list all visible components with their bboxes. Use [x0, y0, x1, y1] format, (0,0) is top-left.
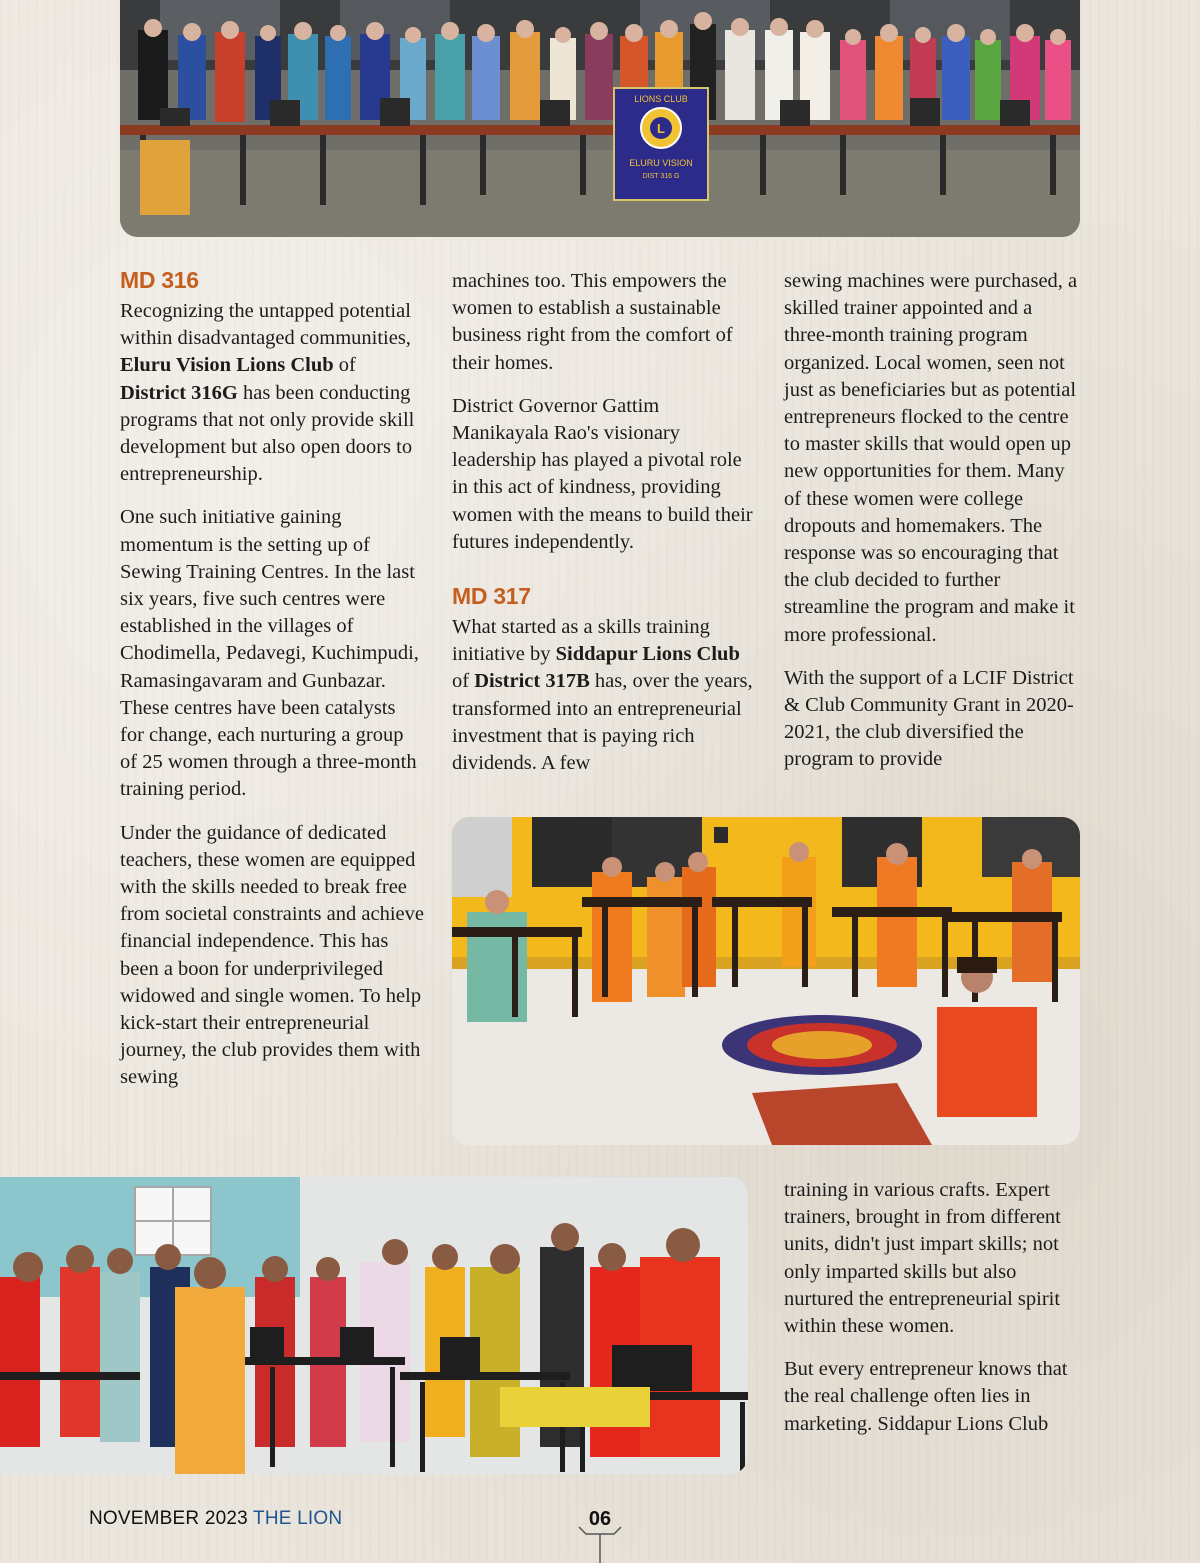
- banner-line-3: DIST 316 G: [642, 173, 680, 180]
- sewing-class-photo: [0, 1177, 748, 1474]
- col1-paragraph-3: Under the guidance of dedicated teachers, these women are equipped with the skills needed to break free from societal constraints and achieve financial independence. This has been a boon for underprivileged widowed and single women. To help kick-start their entrepreneurial journey, the club provides them with sewing: [120, 821, 424, 1089]
- footer-magazine-name: THE LION: [253, 1508, 343, 1529]
- column-2: [452, 268, 756, 793]
- col3-paragraph-3: training in various crafts. Expert trainers, brought in from different units, didn't just impart skills; not only imparted skills but also nurtured the entrepreneurial spirit within these women.: [784, 1179, 1061, 1338]
- col1-paragraph-1: Recognizing the untapped potential within disadvantaged communities, Eluru Vision Lions Club of District 316G has been conducting programs that not only provide skill development but also open doors to entrepreneurship.: [120, 300, 415, 486]
- col2-paragraph-2: District Governor Gattim Manikayala Rao's visionary leadership has played a pivotal role in this act of kindness, providing women with the means to build their futures independently.: [452, 394, 753, 553]
- col3-paragraph-4: But every entrepreneur knows that the real challenge often lies in marketing. Siddapur Lions Club: [784, 1358, 1068, 1435]
- training-hall-photo: [452, 817, 1080, 1145]
- footer-date: NOVEMBER 2023: [89, 1508, 248, 1529]
- col1-paragraph-2: One such initiative gaining momentum is the setting up of Sewing Training Centres. In the last six years, five such centres were established in the villages of Chodimella, Pedavegi, Kuchimpudi, Ramasingavaram and Gunbazar. These centres have been catalysts for change, each nurturing a group of 25 women through a three-month training period.: [120, 506, 419, 801]
- column-1: [120, 266, 424, 1108]
- page-number-bracket-icon: [578, 1526, 622, 1563]
- col2-paragraph-1: machines too. This empowers the women to establish a sustainable business right from the comfort of their homes.: [452, 270, 733, 374]
- col2-paragraph-3: What started as a skills training initiative by Siddapur Lions Club of District 317B has, over the years, transformed into an entrepreneurial investment that is paying rich dividends. A few: [452, 616, 753, 775]
- banner-line-2: ELURU VISION: [629, 158, 693, 168]
- banner-line-1: LIONS CLUB: [634, 94, 688, 104]
- group-photo-eluru: [120, 0, 1080, 237]
- heading-md-316: MD 316: [120, 267, 199, 293]
- column-3-bottom: [784, 1177, 1084, 1454]
- column-3-top: [784, 268, 1084, 790]
- footer-issue: [89, 1508, 342, 1530]
- col3-paragraph-2: With the support of a LCIF District & Club Community Grant in 2020-2021, the club diversified the program to provide: [784, 666, 1074, 771]
- svg-text:L: L: [657, 121, 665, 136]
- heading-md-317: MD 317: [452, 583, 531, 610]
- page-number: 06: [588, 1508, 612, 1530]
- col3-paragraph-1: sewing machines were purchased, a skilled trainer appointed and a three-month training program organized. Local women, seen not just as beneficiaries but as potential entrepreneurs flocked to the centre to master skills that would open up new opportunities for them. Many of these women were college dropouts and homemakers. The response was so encouraging that the club decided to further streamline the program and make it more professional.: [784, 270, 1078, 646]
